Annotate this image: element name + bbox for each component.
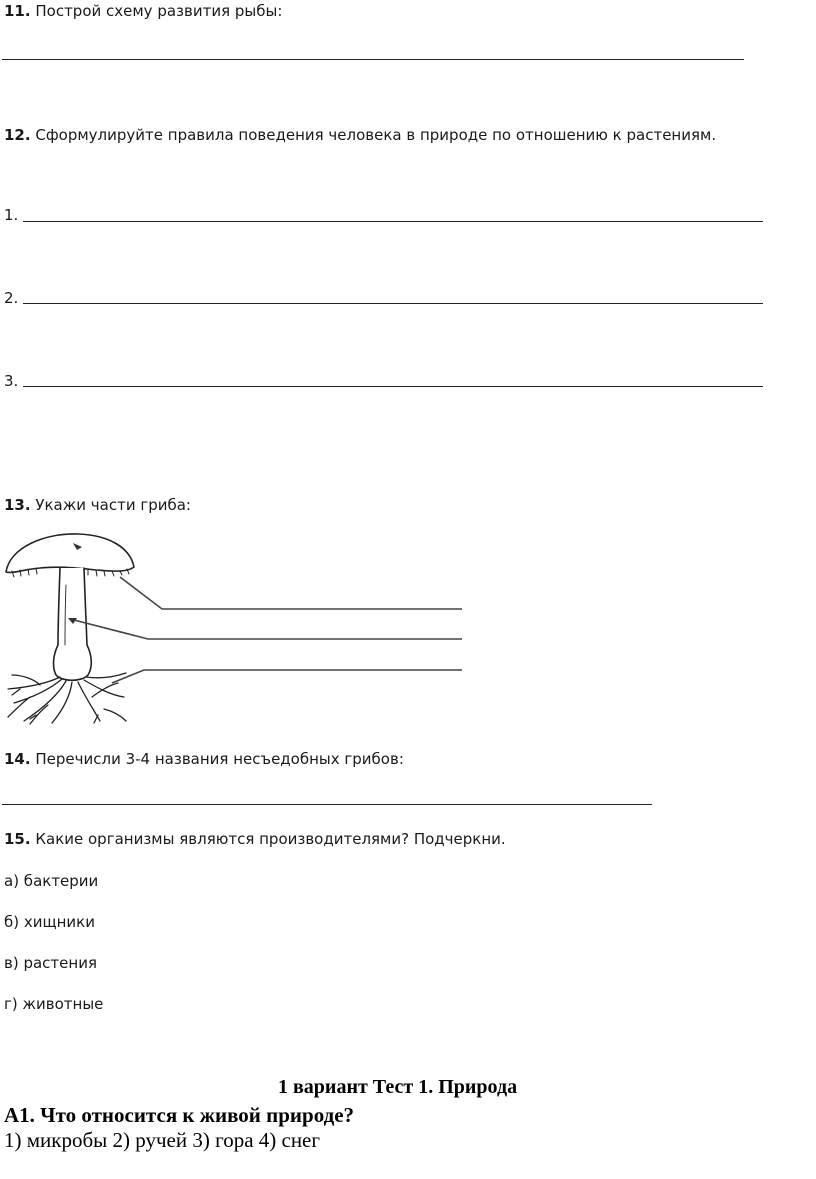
test-answers-a1: 1) микробы 2) ручей 3) гора 4) снег [4,1128,320,1152]
pointer-lines [74,577,462,683]
answer-number-1: 1. [4,206,19,224]
answer-line-12-3[interactable] [23,386,763,387]
pointer-mycelium [112,670,462,683]
answer-line-12-1[interactable] [23,221,763,222]
option-b[interactable]: б) хищники [4,913,95,931]
option-d[interactable]: г) животные [4,995,104,1013]
test-title: 1 вариант Тест 1. Природа [278,1076,518,1098]
question-15-text: Какие организмы являются производителями? Подчеркни. [35,830,506,848]
question-15-number: 15. [4,830,31,848]
question-13-number: 13. [4,496,31,514]
pointer-stem [74,620,462,639]
question-12-number: 12. [4,126,31,144]
pointer-cap [120,577,462,609]
question-12-text: Сформулируйте правила поведения человека в природе по отношению к растениям. [35,126,717,144]
question-11-number: 11. [4,2,31,20]
mushroom-stem [54,568,92,680]
question-11-text: Построй схему развития рыбы: [35,2,283,20]
answer-line-12-2[interactable] [23,303,763,304]
mushroom-icon [6,534,134,724]
answer-line-14[interactable] [2,804,652,805]
question-14-number: 14. [4,750,31,768]
question-15 [4,830,506,848]
mushroom-cap [6,534,134,573]
question-11 [4,2,282,20]
option-c[interactable]: в) растения [4,954,97,972]
answer-number-2: 2. [4,289,19,307]
option-a[interactable]: а) бактерии [4,872,99,890]
answer-line-11[interactable] [2,59,744,60]
answer-number-3: 3. [4,372,19,390]
test-question-a1: А1. Что относится к живой природе? [4,1103,355,1127]
mushroom-diagram [0,525,470,725]
question-14-text: Перечисли 3-4 названия несъедобных грибов: [35,750,404,768]
question-12 [4,126,716,144]
question-14 [4,750,404,768]
question-13 [4,496,191,514]
question-13-text: Укажи части гриба: [35,496,191,514]
